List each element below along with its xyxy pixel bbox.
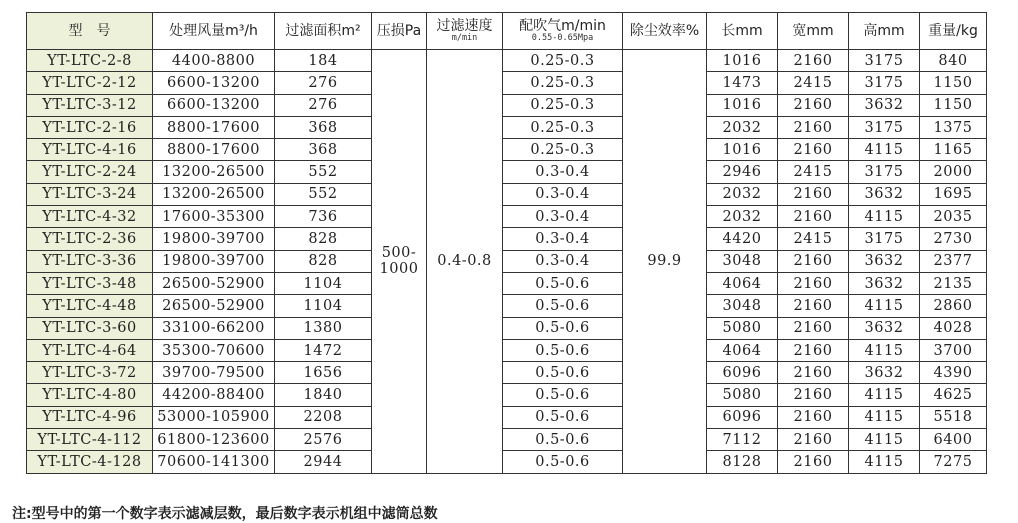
table-row	[27, 384, 987, 406]
filter-area-cell: 276	[275, 94, 372, 116]
header-label: 处理风量m³/h	[169, 22, 258, 39]
air-supply-cell: 0.5-0.6	[503, 384, 623, 406]
height-cell: 4115	[849, 139, 920, 161]
model-cell: YT-LTC-4-80	[27, 384, 153, 406]
airflow-cell: 33100-66200	[153, 317, 275, 339]
weight-cell: 1150	[920, 94, 987, 116]
air-supply-cell: 0.5-0.6	[503, 451, 623, 473]
height-cell: 4115	[849, 339, 920, 361]
table-row	[27, 139, 987, 161]
width-cell: 2160	[778, 362, 849, 384]
weight-cell: 2035	[920, 206, 987, 228]
airflow-cell: 6600-13200	[153, 72, 275, 94]
air-supply-cell: 0.3-0.4	[503, 228, 623, 250]
air-supply-cell: 0.5-0.6	[503, 429, 623, 451]
weight-cell: 1150	[920, 72, 987, 94]
filter-area-cell: 184	[275, 50, 372, 72]
length-cell: 6096	[707, 362, 778, 384]
height-cell: 3175	[849, 228, 920, 250]
filter-area-cell: 1656	[275, 362, 372, 384]
length-cell: 1473	[707, 72, 778, 94]
width-cell: 2160	[778, 384, 849, 406]
header-label: 压损Pa	[376, 22, 422, 39]
filter-area-cell: 368	[275, 139, 372, 161]
width-cell: 2160	[778, 250, 849, 272]
filter-area-cell: 1840	[275, 384, 372, 406]
table-row	[27, 272, 987, 294]
model-cell: YT-LTC-3-24	[27, 183, 153, 205]
pressure-loss-cell: 500- 1000	[372, 50, 427, 474]
height-cell: 4115	[849, 429, 920, 451]
weight-cell: 7275	[920, 451, 987, 473]
height-cell: 3632	[849, 94, 920, 116]
air-supply-cell: 0.5-0.6	[503, 295, 623, 317]
table-body	[27, 50, 987, 474]
model-cell: YT-LTC-4-128	[27, 451, 153, 473]
model-cell: YT-LTC-3-36	[27, 250, 153, 272]
air-supply-cell: 0.25-0.3	[503, 94, 623, 116]
weight-cell: 5518	[920, 406, 987, 428]
airflow-cell: 19800-39700	[153, 250, 275, 272]
length-cell: 5080	[707, 384, 778, 406]
air-supply-cell: 0.25-0.3	[503, 50, 623, 72]
model-cell: YT-LTC-4-32	[27, 206, 153, 228]
header-length	[707, 13, 778, 50]
header-sub: 0.55-0.65Mpa	[531, 33, 594, 43]
header-pressure-loss	[372, 13, 427, 50]
height-cell: 3632	[849, 183, 920, 205]
model-cell: YT-LTC-2-8	[27, 50, 153, 72]
height-cell: 3632	[849, 272, 920, 294]
table-row	[27, 228, 987, 250]
header-sub: m/min	[451, 33, 478, 43]
airflow-cell: 6600-13200	[153, 94, 275, 116]
airflow-cell: 39700-79500	[153, 362, 275, 384]
height-cell: 3175	[849, 161, 920, 183]
air-supply-cell: 0.3-0.4	[503, 161, 623, 183]
weight-cell: 2377	[920, 250, 987, 272]
model-cell: YT-LTC-4-96	[27, 406, 153, 428]
width-cell: 2160	[778, 451, 849, 473]
table-row	[27, 406, 987, 428]
length-cell: 3048	[707, 250, 778, 272]
length-cell: 7112	[707, 429, 778, 451]
header-filter-speed	[427, 13, 503, 50]
weight-cell: 1375	[920, 116, 987, 138]
table-row	[27, 339, 987, 361]
airflow-cell: 8800-17600	[153, 116, 275, 138]
width-cell: 2160	[778, 429, 849, 451]
airflow-cell: 61800-123600	[153, 429, 275, 451]
filter-area-cell: 368	[275, 116, 372, 138]
height-cell: 4115	[849, 295, 920, 317]
air-supply-cell: 0.25-0.3	[503, 139, 623, 161]
header-label: 配吹气m/min	[519, 18, 606, 34]
width-cell: 2160	[778, 295, 849, 317]
header-width	[778, 13, 849, 50]
length-cell: 2032	[707, 206, 778, 228]
height-cell: 3175	[849, 50, 920, 72]
header-weight	[920, 13, 987, 50]
length-cell: 6096	[707, 406, 778, 428]
header-airflow	[153, 13, 275, 50]
header-label: 长mm	[721, 22, 763, 39]
filter-area-cell: 2576	[275, 429, 372, 451]
air-supply-cell: 0.5-0.6	[503, 339, 623, 361]
length-cell: 4064	[707, 272, 778, 294]
filter-area-cell: 552	[275, 183, 372, 205]
airflow-cell: 19800-39700	[153, 228, 275, 250]
airflow-cell: 17600-35300	[153, 206, 275, 228]
model-cell: YT-LTC-3-60	[27, 317, 153, 339]
width-cell: 2160	[778, 317, 849, 339]
air-supply-cell: 0.25-0.3	[503, 116, 623, 138]
model-cell: YT-LTC-2-24	[27, 161, 153, 183]
header-label: 宽mm	[792, 22, 834, 39]
width-cell: 2160	[778, 183, 849, 205]
air-supply-cell: 0.3-0.4	[503, 183, 623, 205]
weight-cell: 4390	[920, 362, 987, 384]
efficiency-cell: 99.9	[623, 50, 707, 474]
model-cell: YT-LTC-2-36	[27, 228, 153, 250]
height-cell: 3632	[849, 362, 920, 384]
length-cell: 2946	[707, 161, 778, 183]
length-cell: 1016	[707, 94, 778, 116]
filter-area-cell: 1104	[275, 272, 372, 294]
width-cell: 2160	[778, 272, 849, 294]
header-label: 过滤面积m²	[285, 22, 361, 39]
model-cell: YT-LTC-2-12	[27, 72, 153, 94]
weight-cell: 1695	[920, 183, 987, 205]
footnote: 注:型号中的第一个数字表示滤减层数，最后数字表示机组中滤筒总数	[12, 506, 438, 522]
filter-area-cell: 1380	[275, 317, 372, 339]
width-cell: 2415	[778, 161, 849, 183]
weight-cell: 2860	[920, 295, 987, 317]
length-cell: 2032	[707, 183, 778, 205]
weight-cell: 6400	[920, 429, 987, 451]
model-cell: YT-LTC-3-12	[27, 94, 153, 116]
weight-cell: 2730	[920, 228, 987, 250]
width-cell: 2160	[778, 50, 849, 72]
header-height	[849, 13, 920, 50]
watermark-patch	[918, 481, 946, 497]
length-cell: 1016	[707, 50, 778, 72]
airflow-cell: 4400-8800	[153, 50, 275, 72]
length-cell: 2032	[707, 116, 778, 138]
header-label: 重量/kg	[928, 22, 978, 39]
model-cell: YT-LTC-2-16	[27, 116, 153, 138]
weight-cell: 4625	[920, 384, 987, 406]
header-filter-area	[275, 13, 372, 50]
air-supply-cell: 0.5-0.6	[503, 317, 623, 339]
width-cell: 2160	[778, 206, 849, 228]
airflow-cell: 8800-17600	[153, 139, 275, 161]
height-cell: 3175	[849, 72, 920, 94]
width-cell: 2415	[778, 72, 849, 94]
model-cell: YT-LTC-4-112	[27, 429, 153, 451]
height-cell: 3632	[849, 317, 920, 339]
table-row	[27, 50, 987, 72]
height-cell: 3632	[849, 250, 920, 272]
width-cell: 2160	[778, 94, 849, 116]
table-row	[27, 429, 987, 451]
table-row	[27, 295, 987, 317]
spec-table	[26, 12, 987, 474]
header-label: 高mm	[863, 22, 905, 39]
weight-cell: 3700	[920, 339, 987, 361]
air-supply-cell: 0.3-0.4	[503, 250, 623, 272]
filter-area-cell: 828	[275, 250, 372, 272]
width-cell: 2160	[778, 139, 849, 161]
table-row	[27, 206, 987, 228]
airflow-cell: 13200-26500	[153, 161, 275, 183]
weight-cell: 4028	[920, 317, 987, 339]
airflow-cell: 35300-70600	[153, 339, 275, 361]
filter-speed-cell: 0.4-0.8	[427, 50, 503, 474]
header-label: 除尘效率%	[629, 22, 700, 39]
air-supply-cell: 0.25-0.3	[503, 72, 623, 94]
table-row	[27, 161, 987, 183]
weight-cell: 2135	[920, 272, 987, 294]
weight-cell: 840	[920, 50, 987, 72]
weight-cell: 2000	[920, 161, 987, 183]
height-cell: 3175	[849, 116, 920, 138]
height-cell: 4115	[849, 451, 920, 473]
air-supply-cell: 0.5-0.6	[503, 272, 623, 294]
table-row	[27, 362, 987, 384]
model-cell: YT-LTC-3-72	[27, 362, 153, 384]
airflow-cell: 70600-141300	[153, 451, 275, 473]
air-supply-cell: 0.5-0.6	[503, 406, 623, 428]
airflow-cell: 13200-26500	[153, 183, 275, 205]
length-cell: 5080	[707, 317, 778, 339]
filter-area-cell: 276	[275, 72, 372, 94]
width-cell: 2415	[778, 228, 849, 250]
height-cell: 4115	[849, 384, 920, 406]
filter-area-cell: 736	[275, 206, 372, 228]
header-model	[27, 13, 153, 50]
table-row	[27, 94, 987, 116]
airflow-cell: 26500-52900	[153, 295, 275, 317]
air-supply-cell: 0.3-0.4	[503, 206, 623, 228]
height-cell: 4115	[849, 206, 920, 228]
table-row	[27, 116, 987, 138]
length-cell: 1016	[707, 139, 778, 161]
header-label: 过滤速度	[436, 18, 493, 34]
height-cell: 4115	[849, 406, 920, 428]
length-cell: 4420	[707, 228, 778, 250]
table-row	[27, 451, 987, 473]
filter-area-cell: 2208	[275, 406, 372, 428]
header-efficiency	[623, 13, 707, 50]
table-row	[27, 183, 987, 205]
cropped-title-strip	[0, 0, 1018, 12]
length-cell: 3048	[707, 295, 778, 317]
length-cell: 4064	[707, 339, 778, 361]
model-cell: YT-LTC-3-48	[27, 272, 153, 294]
table-row	[27, 250, 987, 272]
airflow-cell: 44200-88400	[153, 384, 275, 406]
width-cell: 2160	[778, 339, 849, 361]
model-cell: YT-LTC-4-16	[27, 139, 153, 161]
filter-area-cell: 1104	[275, 295, 372, 317]
air-supply-cell: 0.5-0.6	[503, 362, 623, 384]
header-row	[27, 13, 987, 50]
airflow-cell: 53000-105900	[153, 406, 275, 428]
weight-cell: 1165	[920, 139, 987, 161]
airflow-cell: 26500-52900	[153, 272, 275, 294]
filter-area-cell: 552	[275, 161, 372, 183]
table-row	[27, 317, 987, 339]
length-cell: 8128	[707, 451, 778, 473]
filter-area-cell: 1472	[275, 339, 372, 361]
model-cell: YT-LTC-4-64	[27, 339, 153, 361]
model-cell: YT-LTC-4-48	[27, 295, 153, 317]
filter-area-cell: 828	[275, 228, 372, 250]
table-row	[27, 72, 987, 94]
header-air-supply	[503, 13, 623, 50]
header-label: 型 号	[68, 22, 111, 39]
width-cell: 2160	[778, 406, 849, 428]
filter-area-cell: 2944	[275, 451, 372, 473]
width-cell: 2160	[778, 116, 849, 138]
